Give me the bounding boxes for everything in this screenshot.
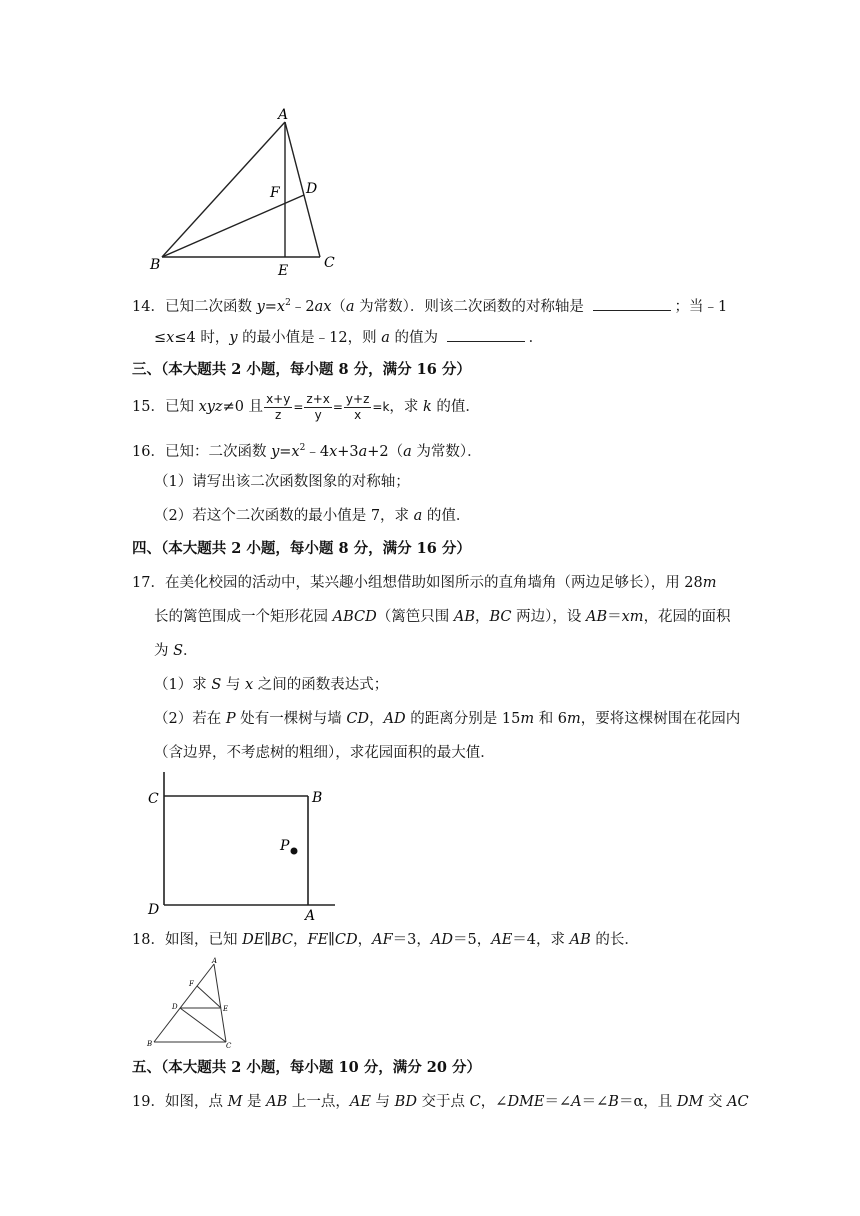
text: ，	[474, 609, 490, 625]
q16-part1: （1）请写出该二次函数图象的对称轴；	[154, 474, 410, 490]
label-e: E	[278, 263, 289, 279]
text: ≠0 且	[222, 399, 264, 415]
label-d: D	[148, 902, 160, 918]
text: ＝	[607, 609, 622, 625]
text: ，	[357, 932, 373, 948]
text: 上一点，	[287, 1094, 350, 1110]
answer-blank-axis[interactable]	[593, 296, 671, 311]
text: =k	[372, 400, 390, 414]
text: 16．已知：二次函数	[132, 443, 272, 460]
text: B	[608, 1094, 619, 1110]
text: y=x	[256, 298, 286, 315]
text: ﹣2	[290, 298, 315, 315]
text: ．	[528, 330, 544, 346]
section-4-heading: 四、（本大题共 2 小题，每小题 8 分，满分 16 分）	[132, 540, 471, 557]
text: ax	[314, 298, 332, 315]
text: ＝4，求	[512, 932, 570, 948]
label-f: F	[189, 980, 194, 988]
text: ．	[183, 643, 198, 659]
text: AB	[453, 609, 475, 625]
text: AE	[349, 1094, 371, 1110]
section-3-heading: 三、（本大题共 2 小题，每小题 8 分，满分 16 分）	[132, 361, 471, 378]
text: m	[567, 711, 581, 727]
text: CD	[346, 711, 370, 727]
text: x	[166, 330, 175, 346]
segment-cd	[180, 1008, 226, 1042]
text: ABCD	[332, 609, 377, 625]
text: BC	[270, 932, 294, 948]
text: 18．如图，已知	[132, 932, 243, 948]
text: 之间的函数表达式；	[253, 677, 389, 693]
text: 14．已知二次函数	[132, 298, 257, 315]
answer-blank-a[interactable]	[447, 327, 525, 342]
q16-stem	[132, 438, 750, 462]
text: 为	[154, 643, 174, 659]
text: 的值．	[422, 508, 471, 524]
text: =	[293, 400, 304, 414]
text: x	[245, 677, 254, 693]
text: y+z	[345, 391, 370, 406]
label-a: A	[212, 957, 218, 965]
text: a	[413, 508, 423, 524]
text: S	[173, 643, 184, 659]
text: m	[702, 575, 717, 591]
text: 2	[299, 443, 306, 453]
q17-line2	[154, 607, 750, 627]
small-triangle-figure	[142, 956, 242, 1048]
text: 19．如图，点	[132, 1094, 228, 1110]
text: 的值．	[431, 399, 480, 415]
text: k	[423, 399, 432, 415]
text: xyz	[198, 399, 223, 415]
label-p: P	[280, 838, 290, 854]
label-c: C	[226, 1042, 232, 1048]
text: ，花园的面积	[643, 609, 731, 625]
q17-part2	[154, 709, 750, 729]
text: AE	[491, 932, 513, 948]
text: a	[403, 443, 412, 460]
label-d: D	[306, 181, 318, 197]
fraction-1	[264, 392, 292, 423]
text: 为常数）．	[411, 443, 482, 460]
q17-part2-cont: （含边界，不考虑树的粗细），求花园面积的最大值．	[154, 745, 495, 761]
text: ＝∠	[544, 1094, 572, 1110]
text: m	[520, 711, 535, 727]
text: DE	[242, 932, 265, 948]
text: ∥	[264, 932, 271, 948]
text: y	[229, 330, 238, 346]
text: AB	[585, 609, 608, 625]
segment-bd	[162, 195, 304, 257]
text: a	[358, 443, 368, 460]
tree-point-p	[291, 848, 298, 855]
garden-figure	[140, 770, 350, 920]
text: ，	[293, 932, 308, 948]
text: 是	[242, 1094, 267, 1110]
segment-ab	[154, 964, 214, 1042]
text: （1）求	[154, 677, 212, 693]
label-c: C	[148, 791, 159, 807]
text: DM	[676, 1094, 704, 1110]
text: FE	[307, 932, 329, 948]
text: 的距离分别是 15	[405, 711, 521, 727]
text: ，	[369, 711, 384, 727]
text: 交于点	[416, 1094, 470, 1110]
text: +2（	[367, 443, 404, 460]
text: BC	[489, 609, 512, 625]
text: ＝α，且	[618, 1094, 677, 1110]
text: 的值为	[389, 330, 443, 346]
label-c: C	[324, 255, 335, 271]
label-b: B	[150, 257, 161, 273]
text: ＝∠	[581, 1094, 609, 1110]
q16-part2	[154, 506, 750, 526]
text: ，要将这棵树围在花园内	[580, 711, 741, 727]
text: ≤4 时，	[174, 330, 230, 346]
text: y=x	[271, 443, 300, 460]
text: AD	[383, 711, 406, 727]
text: AB	[569, 932, 591, 948]
text: ，求	[389, 399, 424, 415]
text: z+x	[306, 391, 330, 406]
text: 为常数）．则该二次函数的对称轴是	[354, 298, 589, 315]
q19-line1	[132, 1092, 750, 1112]
text: CD	[334, 932, 358, 948]
text: a	[381, 330, 390, 346]
section-5-heading: 五、（本大题共 2 小题，每小题 10 分，满分 20 分）	[132, 1059, 481, 1076]
text: 的长．	[590, 932, 639, 948]
text: A	[571, 1094, 582, 1110]
text: =	[332, 400, 343, 414]
text: BD	[394, 1094, 417, 1110]
text: （	[331, 298, 346, 315]
text: 交	[703, 1094, 728, 1110]
text: P	[225, 711, 236, 727]
q17-line1	[132, 573, 750, 593]
text: 2	[285, 298, 291, 308]
text: （2）若在	[154, 711, 226, 727]
label-b: B	[312, 790, 323, 806]
text: 长的篱笆围成一个矩形花园	[154, 609, 333, 625]
text: x+y	[266, 391, 291, 406]
text: C	[469, 1094, 481, 1110]
text: x	[329, 443, 338, 460]
text: ∥	[328, 932, 335, 948]
label-a: A	[305, 908, 316, 920]
q14-line1	[132, 293, 750, 317]
text: 和 6	[534, 711, 568, 727]
text: 的最小值是﹣12，则	[237, 330, 382, 346]
label-d: D	[172, 1003, 178, 1011]
text: ，∠	[480, 1094, 508, 1110]
text: 两边），设	[511, 609, 586, 625]
fraction-3	[344, 392, 371, 423]
q18	[132, 930, 750, 950]
text: AF	[372, 932, 393, 948]
text: 处有一棵树与墙	[235, 711, 347, 727]
fraction-2	[304, 392, 331, 423]
text: 与	[370, 1094, 395, 1110]
text: （篱笆只围	[376, 609, 454, 625]
segment-ab	[162, 122, 285, 257]
text: a	[345, 298, 355, 315]
text: ；当﹣1	[674, 298, 728, 315]
text: z	[275, 407, 282, 422]
q17-line3	[154, 641, 750, 661]
text: 17．在美化校园的活动中，某兴趣小组想借助如图所示的直角墙角（两边足够长），用 28	[132, 575, 703, 591]
text: +3	[337, 443, 359, 460]
label-a: A	[278, 107, 289, 123]
text: ＝5，	[453, 932, 492, 948]
text: S	[211, 677, 222, 693]
text: M	[227, 1094, 243, 1110]
text: ≤	[154, 330, 167, 346]
text: 15．已知	[132, 399, 199, 415]
text: 与	[221, 677, 245, 693]
q17-part1	[154, 675, 750, 695]
text: AC	[727, 1094, 749, 1110]
text: AB	[266, 1094, 288, 1110]
label-b: B	[147, 1040, 153, 1048]
text: （2）若这个二次函数的最小值是 7，求	[154, 508, 414, 524]
q15	[132, 390, 750, 424]
text: DME	[507, 1094, 545, 1110]
text: x	[354, 407, 362, 422]
text: AD	[430, 932, 453, 948]
text: xm	[621, 609, 644, 625]
text: ﹣4	[305, 443, 330, 460]
label-e: E	[223, 1005, 229, 1013]
label-f: F	[270, 185, 280, 201]
text: y	[314, 407, 322, 422]
text: ＝3，	[392, 932, 431, 948]
q14-line2	[154, 327, 750, 348]
triangle-figure	[140, 105, 350, 280]
